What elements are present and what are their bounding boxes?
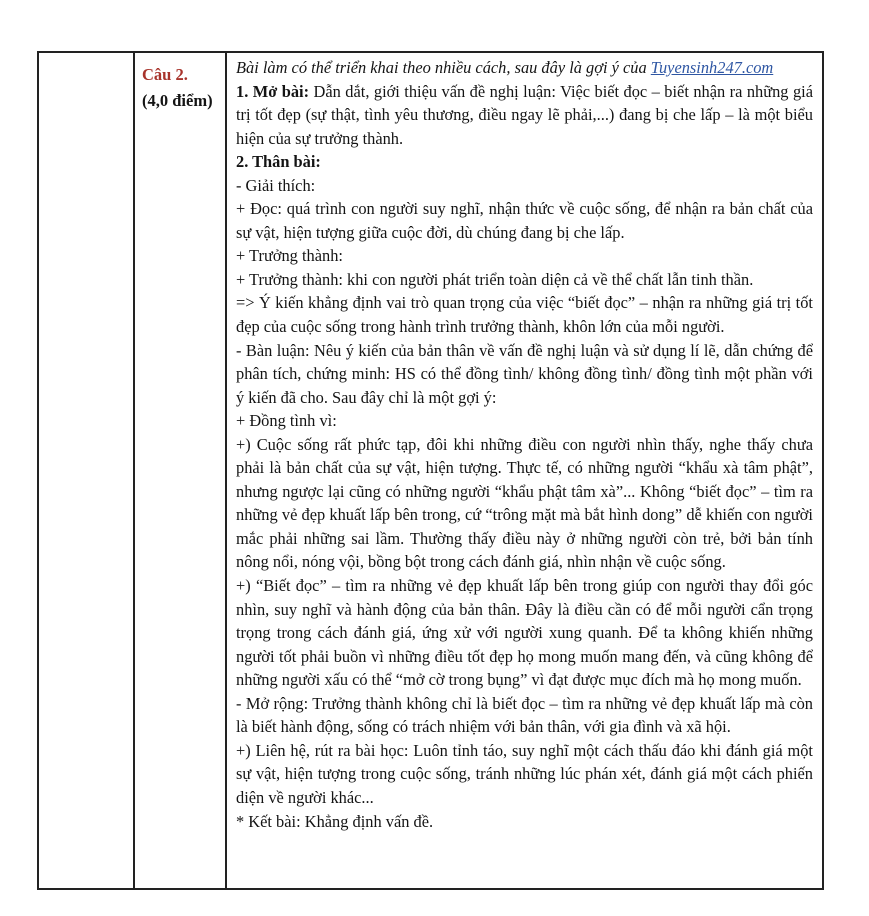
question-points: (4,0 điểm) [142, 91, 213, 110]
text-run: + Đọc: quá trình con người suy nghĩ, nhận thức về cuộc sống, để nhận ra bản chất của sự vật, hiện tượng giữa cuộc đời, dù chúng đang bị che lấp. [236, 199, 813, 242]
tuyensinh247-link[interactable]: Tuyensinh247.com [650, 58, 774, 77]
paragraph [236, 197, 813, 244]
paragraph [236, 692, 813, 739]
paragraph [236, 574, 813, 692]
paragraph [236, 739, 813, 810]
text-run: +) Liên hệ, rút ra bài học: Luôn tỉnh táo, suy nghĩ một cách thấu đáo khi đánh giá một sự vật, hiện tượng trong cuộc sống, tránh những lúc phán xét, đánh giá một cách phiến diện về người khác... [236, 740, 813, 807]
text-run: * Kết bài: Khẳng định vấn đề. [236, 811, 434, 831]
paragraph [236, 150, 813, 174]
text-run: + Đồng tình vì: [236, 411, 337, 431]
text-run: + Trưởng thành: khi con người phát triển toàn diện cả về thể chất lẫn tinh thần. [236, 269, 754, 289]
paragraph [236, 810, 813, 834]
answer-rubric-table [37, 51, 824, 890]
paragraph [236, 56, 813, 80]
text-run: - Giải thích: [236, 175, 316, 195]
paragraph [236, 80, 813, 151]
text-run: + Trưởng thành: [236, 246, 343, 266]
paragraph [236, 339, 813, 410]
text-run: +) Cuộc sống rất phức tạp, đôi khi những điều con người nhìn thấy, nghe thấy chưa phải là bản chất của sự vật, hiện tượng. Thực tế, có những người “khẩu xà tâm phật”, nhưng ngược lại cũng có những người “khẩu phật tâm xà”... Không “biết đọc” – tìm ra những vẻ đẹp khuất lấp bên trong, cứ “trông mặt mà bắt hình dong” dễ khiến con người mắc phải những sai lầm. Thường thấy điều này ở những người còn trẻ, bởi bản tính nông nổi, nóng vội, bồng bột trong cách đánh giá, nhìn nhận về cuộc sống. [236, 434, 813, 572]
paragraph [236, 174, 813, 198]
paragraph [236, 244, 813, 268]
question-cell [135, 53, 227, 888]
text-run: +) “Biết đọc” – tìm ra những vẻ đẹp khuất lấp bên trong giúp con người thay đổi góc nhìn, suy nghĩ và hành động của bản thân. Đây là điều cần có để mỗi người cẩn trọng trọng trong cách đánh giá, ứng xử với người xung quanh. Để ta không khiến những người tốt phải buồn vì những điều tốt đẹp họ mong muốn mang đến, và cũng không để những người xấu có thể “mở cờ trong bụng” vì đạt được mục đích mà họ mong muốn. [236, 576, 813, 690]
text-run: - Mở rộng: Trưởng thành không chỉ là biết đọc – tìm ra những vẻ đẹp khuất lấp mà còn là biết hành động, sống có trách nhiệm với bản thân, với gia đình và xã hội. [236, 693, 813, 737]
text-run: 1. Mở bài: [236, 81, 314, 101]
text-run: Bài làm có thể triển khai theo nhiều cách, sau đây là gợi ý của [236, 58, 651, 77]
text-run: - Bàn luận: Nêu ý kiến của bản thân về vấn đề nghị luận và sử dụng lí lẽ, dẫn chứng để phân tích, chứng minh: HS có thể đồng tình/ không đồng tình/ đồng tình một phần với ý kiến đã cho. Sau đây chỉ là một gợi ý: [236, 340, 813, 407]
paragraph [236, 433, 813, 574]
text-run: 2. Thân bài: [236, 152, 321, 172]
paragraph [236, 409, 813, 433]
text-run: Dẫn dắt, giới thiệu vấn đề nghị luận: Việc biết đọc – biết nhận ra những giá trị tốt đẹp (sự thật, tình yêu thương, điều ngay lẽ phải,...) đang bị che lấp – là một biểu hiện của sự trưởng thành. [236, 81, 813, 148]
paragraph [236, 291, 813, 338]
paragraph [236, 268, 813, 292]
text-run: => Ý kiến khẳng định vai trò quan trọng của việc “biết đọc” – nhận ra những giá trị tốt đẹp của cuộc sống trong hành trình trưởng thành, khôn lớn của mỗi người. [236, 293, 813, 337]
answer-content [227, 53, 822, 888]
empty-score-column [39, 53, 135, 888]
question-number: Câu 2. [142, 65, 188, 84]
